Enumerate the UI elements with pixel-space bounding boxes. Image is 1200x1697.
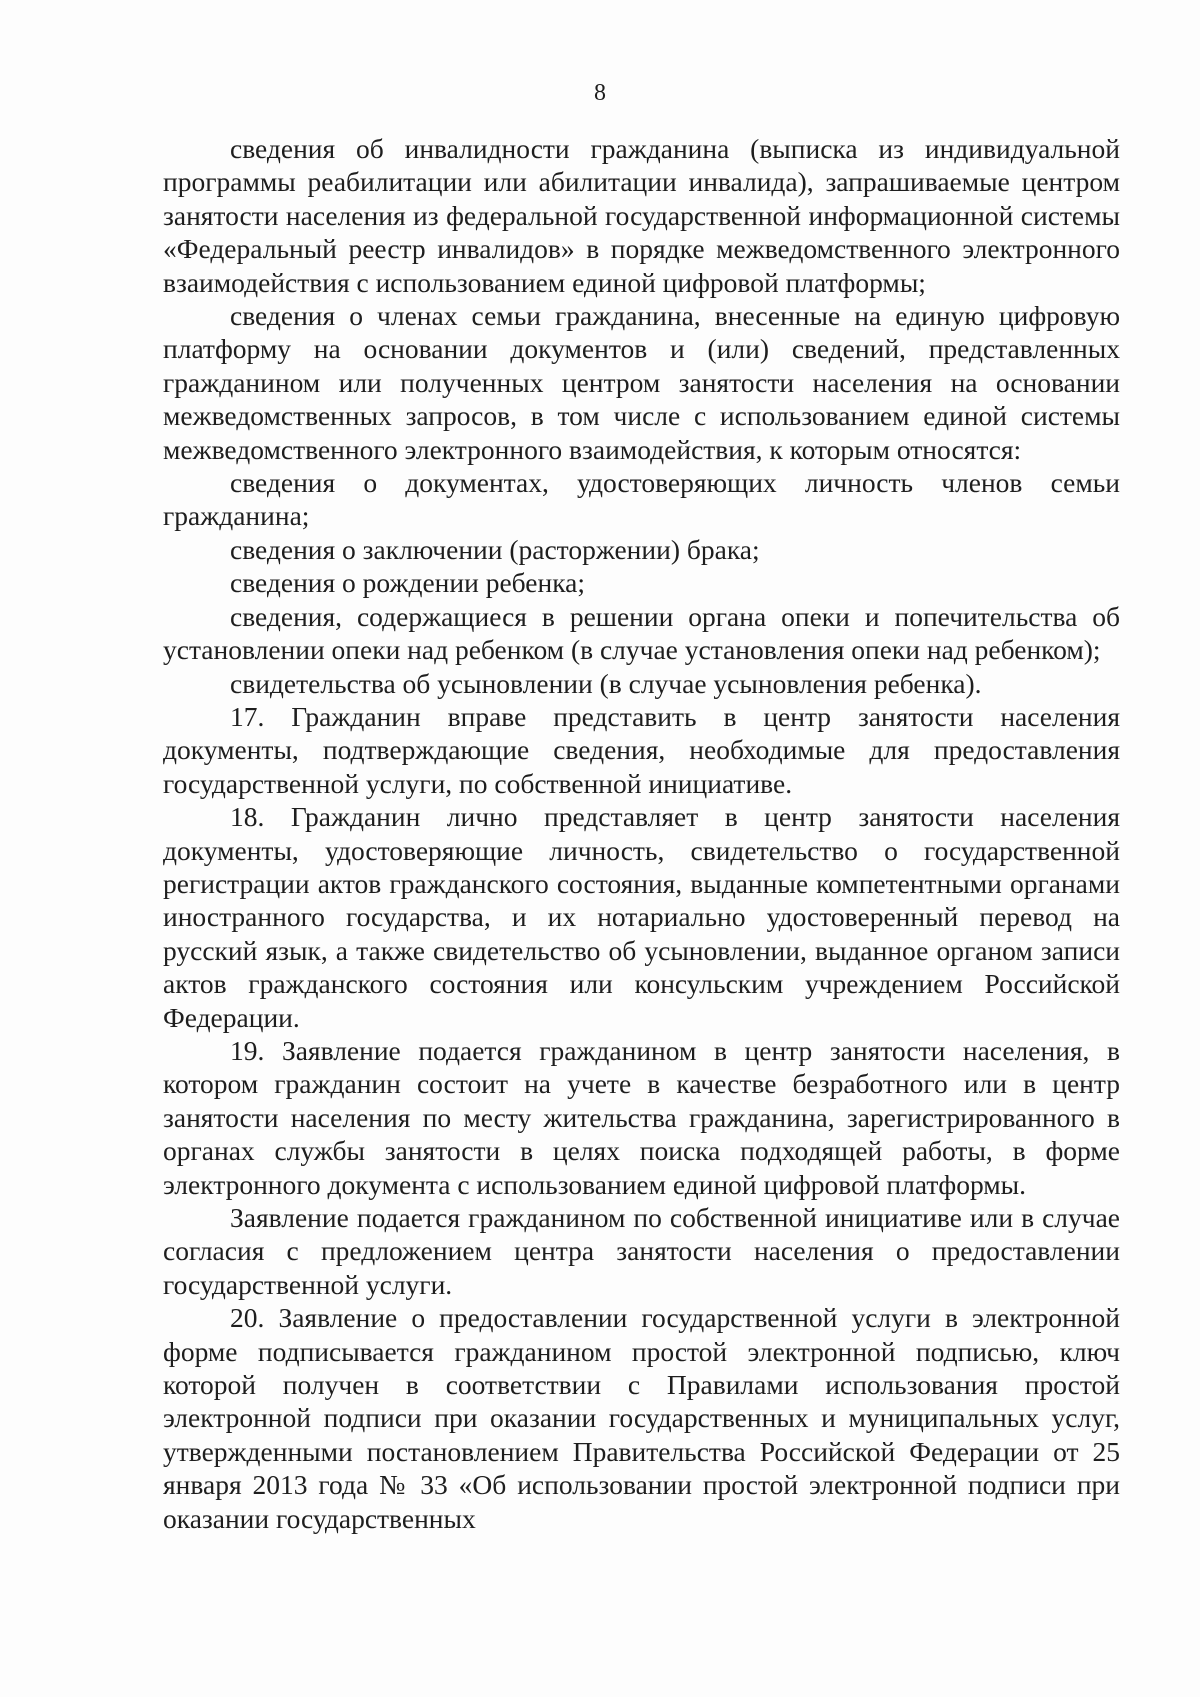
- paragraph-clause-19: 19. Заявление подается гражданином в центр занятости населения, в котором гражданин состоит на учете в качестве безработного или в центр занятости населения по месту жительства гражданина, зарегистрированного в органах службы занятости в целях поиска подходящей работы, в форме электронного документа с использованием единой цифровой платформы.: [163, 1034, 1120, 1200]
- paragraph-adoption-certificates: свидетельства об усыновлении (в случае усыновления ребенка).: [230, 667, 982, 699]
- paragraph-disability-info: сведения об инвалидности гражданина (выписка из индивидуальной программы реабилитации или абилитации инвалида), запрашиваемые центром занятости населения из федеральной государственной информационной системы «Федеральный реестр инвалидов» в порядке межведомственного электронного взаимодействия с использованием единой цифровой платформы;: [163, 133, 1120, 298]
- paragraph-guardianship-info: сведения, содержащиеся в решении органа опеки и попечительства об установлении опеки над ребенком (в случае установления опеки над ребенком);: [163, 600, 1120, 666]
- paragraph-family-members: сведения о членах семьи гражданина, внесенные на единую цифровую платформу на основании документов и (или) сведений, представленных гражданином или полученных центром занятости населения на основании межведомственных запросов, в том числе с использованием единой системы межведомственного электронного взаимодействия, к которым относятся:: [163, 300, 1120, 465]
- paragraph-birth-info: сведения о рождении ребенка;: [230, 567, 585, 599]
- paragraph-application-submission: Заявление подается гражданином по собственной инициативе или в случае согласия с предложением центра занятости населения о предоставлении государственной услуги.: [163, 1202, 1120, 1300]
- paragraph-clause-17: 17. Гражданин вправе представить в центр занятости населения документы, подтверждающие сведения, необходимые для предоставления государственной услуги, по собственной инициативе.: [163, 700, 1120, 799]
- document-body: [163, 132, 1120, 1535]
- paragraph-marriage-info: сведения о заключении (расторжении) брака;: [230, 533, 760, 565]
- paragraph-clause-20: 20. Заявление о предоставлении государственной услуги в электронной форме подписывается гражданином простой электронной подписью, ключ которой получен в соответствии с Правилами использования простой электронной подписи при оказании государственных и муниципальных услуг, утвержденными постановлением Правительства Российской Федерации от 25 января 2013 года № 33 «Об использовании простой электронной подписи при оказании государственных: [163, 1302, 1120, 1534]
- paragraph-identity-documents: сведения о документах, удостоверяющих личность членов семьи гражданина;: [163, 467, 1120, 532]
- page-number: 8: [594, 80, 606, 106]
- paragraph-clause-18: 18. Гражданин лично представляет в центр занятости населения документы, удостоверяющие личность, свидетельство о государственной регистрации актов гражданского состояния, выданные компетентными органами иностранного государства, и их нотариально удостоверенный перевод на русский язык, а также свидетельство об усыновлении, выданное органом записи актов гражданского состояния или консульским учреждением Российской Федерации.: [163, 801, 1120, 1033]
